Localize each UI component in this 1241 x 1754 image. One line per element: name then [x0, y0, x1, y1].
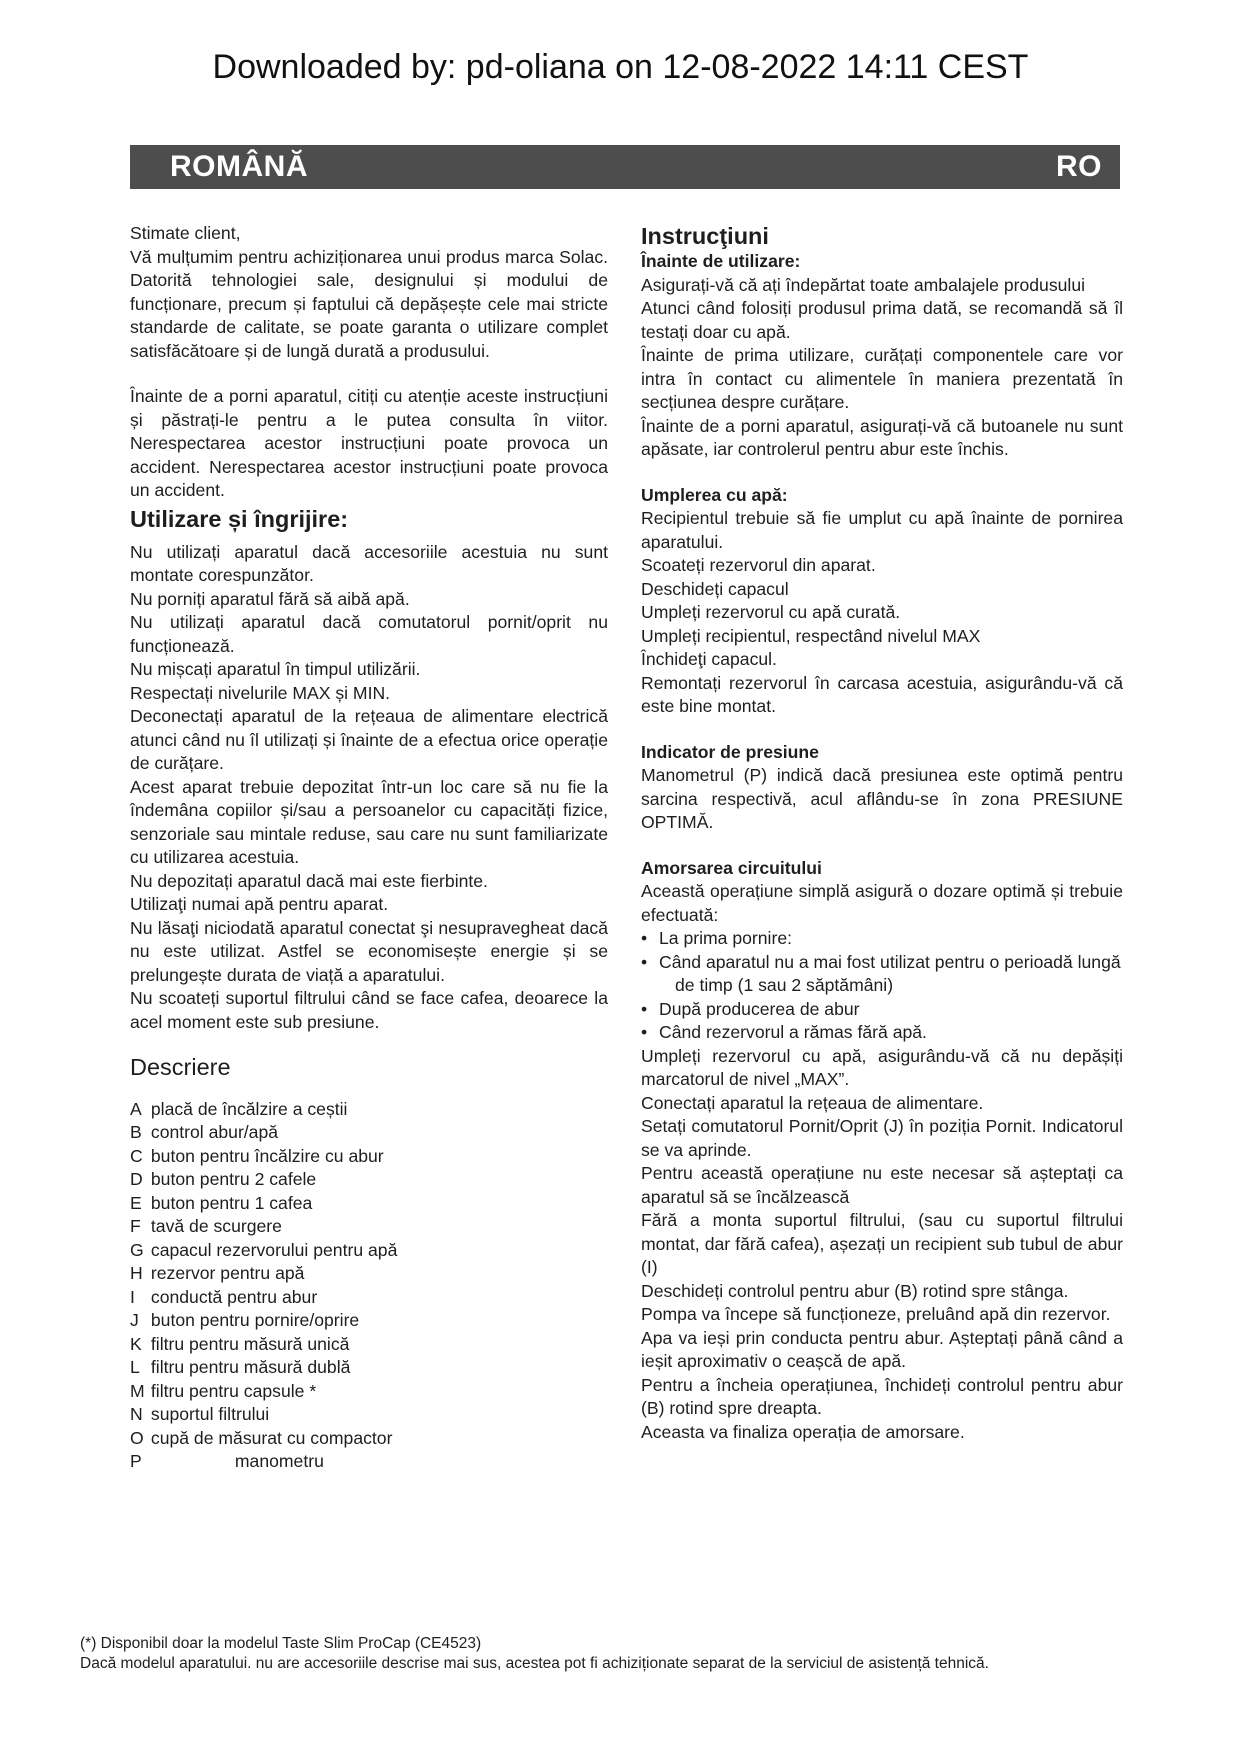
instructions-heading: Instrucţiuni [641, 223, 769, 249]
description-item [130, 1098, 608, 1122]
use-line: Nu lăsaţi niciodată aparatul conectat şi nesupravegheat dacă nu este utilizat. Astfel se economisește energie și se prelungește durata de viață a aparatului. [130, 917, 608, 985]
pressure-indicator-heading: Indicator de presiune [641, 741, 819, 762]
priming-line: Conectați aparatul la rețeaua de alimentare. [641, 1092, 984, 1113]
fill-line: Închideţi capacul. [641, 649, 777, 669]
footer-note-accessories: Dacă modelul aparatului. nu are accesoriile descrise mai sus, acestea pot fi achiziționate separat de la serviciul de asistență tehnică. [80, 1655, 989, 1672]
use-line: Nu utilizați aparatul dacă comutatorul pornit/oprit nu funcționează. [130, 612, 608, 656]
item-text: filtru pentru capsule * [150, 1380, 317, 1401]
use-line: Acest aparat trebuie depozitat într-un loc care să nu fie la îndemâna copiilor și/sau a persoanelor cu capacități fizice, senzoriale sau mintale reduse, sau care nu sunt familiarizate cu utilizarea acestuia. [130, 776, 608, 867]
description-item [130, 1427, 608, 1451]
item-text: conductă pentru abur [150, 1286, 318, 1307]
item-text: suportul filtrului [150, 1404, 270, 1424]
priming-bullet-list [641, 927, 1123, 1045]
intro-paragraph: Vă mulțumim pentru achiziționarea unui produs marca Solac. Datorită tehnologiei sale, designului și modului de funcționare, precum și faptului că depășește cele mai stricte standarde de calitate, se poate garanta o utilizare complet satisfăcătoare și de lungă durată a produsului. [130, 246, 608, 361]
item-letter: E [130, 1192, 142, 1213]
before-use-heading: Înainte de utilizare: [641, 251, 801, 271]
description-item [130, 1215, 608, 1239]
fill-line: Recipientul trebuie să fie umplut cu apă înainte de pornirea aparatului. [641, 508, 1123, 552]
item-letter: H [130, 1263, 143, 1283]
priming-bullet: • Când rezervorul a rămas fără apă. [641, 1022, 927, 1042]
fill-line: Scoateți rezervorul din aparat. [641, 555, 876, 575]
fill-line: Remontați rezervorul în carcasa acestuia, asigurându-vă că este bine montat. [641, 672, 1123, 716]
item-letter: O [130, 1427, 144, 1448]
item-text: tavă de scurgere [150, 1216, 282, 1236]
item-text: cupă de măsurat cu compactor [150, 1427, 393, 1448]
use-line: Utilizaţi numai apă pentru aparat. [130, 894, 389, 914]
description-item [130, 1286, 608, 1310]
priming-line: Deschideți controlul pentru abur (B) rotind spre stânga. [641, 1280, 1069, 1301]
priming-line: Pentru această operațiune nu este necesar să așteptați ca aparatul să se încălzească [641, 1163, 1123, 1207]
right-column [641, 222, 1123, 1444]
description-heading: Descriere [130, 1054, 231, 1080]
use-line: Deconectați aparatul de la rețeaua de alimentare electrică atunci când nu îl utilizați și înainte de a efectua orice operație de curățare. [130, 706, 608, 773]
use-line: Nu scoateți suportul filtrului când se face cafea, deoarece la acel moment este sub presiune. [130, 988, 608, 1032]
priming-line: Aceasta va finaliza operația de amorsare. [641, 1421, 965, 1442]
item-letter: B [130, 1122, 142, 1142]
description-item [130, 1262, 608, 1286]
pressure-text: Manometrul (P) indică dacă presiunea este optimă pentru sarcina respectivă, acul aflându-se în zona PRESIUNE OPTIMĂ. [641, 765, 1123, 832]
priming-line: Pompa va începe să funcționeze, preluând apă din rezervor. [641, 1304, 1111, 1324]
before-use-line: Asigurați-vă că ați îndepărtat toate ambalajele produsului [641, 274, 1086, 295]
item-text: placă de încălzire a ceștii [150, 1098, 348, 1119]
priming-heading: Amorsarea circuitului [641, 857, 822, 878]
description-item [130, 1168, 608, 1192]
before-use-line: Înainte de a porni aparatul, asigurați-vă că butoanele nu sunt apăsate, iar controlerul pentru abur este închis. [641, 415, 1123, 459]
item-text: rezervor pentru apă [150, 1263, 305, 1283]
fill-line: Deschideți capacul [641, 578, 789, 599]
item-text: capacul rezervorului pentru apă [150, 1239, 398, 1260]
item-text: filtru pentru măsură unică [150, 1333, 350, 1354]
description-item [130, 1450, 608, 1474]
priming-bullet: • La prima pornire: [641, 928, 792, 948]
footer-note-capsules: (*) Disponibil doar la modelul Taste Slim ProCap (CE4523) [80, 1635, 482, 1652]
item-text: filtru pentru măsură dublă [150, 1357, 351, 1377]
item-letter: N [130, 1404, 143, 1424]
priming-line: Umpleți rezervorul cu apă, asigurându-vă că nu depășiți marcatorul de nivel „MAX”. [641, 1045, 1123, 1089]
use-line: Nu mișcați aparatul în timpul utilizării. [130, 659, 421, 679]
priming-line: Pentru a încheia operațiunea, închideți controlul pentru abur (B) rotind spre dreapta. [641, 1374, 1123, 1418]
description-item [130, 1403, 608, 1427]
item-text: buton pentru încălzire cu abur [150, 1145, 384, 1166]
item-letter: I [130, 1286, 135, 1307]
description-item [130, 1145, 608, 1169]
before-use-line: Înainte de prima utilizare, curățați componentele care vor intra în contact cu alimentele în maniera prezentată în secțiunea despre curățare. [641, 345, 1123, 412]
description-item [130, 1309, 608, 1333]
item-letter: K [130, 1333, 142, 1354]
priming-bullet: • Când aparatul nu a mai fost utilizat pentru o perioadă lungă de timp (1 sau 2 săptămâni) [641, 951, 1121, 995]
language-code: RO [1056, 150, 1102, 183]
download-stamp: Downloaded by: pd-oliana on 12-08-2022 14:11 CEST [212, 48, 1029, 86]
language-title: ROMÂNĂ [170, 150, 308, 183]
item-letter: F [130, 1216, 141, 1236]
language-banner [130, 145, 1120, 189]
item-letter: L [130, 1357, 140, 1377]
description-item [130, 1121, 608, 1145]
use-line: Nu depozitați aparatul dacă mai este fierbinte. [130, 870, 488, 891]
item-letter: M [130, 1380, 145, 1401]
use-line: Nu utilizați aparatul dacă accesoriile acestuia nu sunt montate corespunzător. [130, 541, 608, 585]
priming-line: Setați comutatorul Pornit/Oprit (J) în poziția Pornit. Indicatorul se va aprinde. [641, 1116, 1123, 1160]
item-letter: G [130, 1239, 144, 1260]
description-item [130, 1239, 608, 1263]
fill-line: Umpleți rezervorul cu apă curată. [641, 602, 901, 622]
footer-notes [80, 1634, 1160, 1674]
item-text: buton pentru 1 cafea [150, 1192, 313, 1213]
use-care-heading: Utilizare și îngrijire: [130, 505, 349, 532]
description-item [130, 1380, 608, 1404]
fill-water-heading: Umplerea cu apă: [641, 484, 788, 505]
item-text: buton pentru pornire/oprire [150, 1310, 360, 1330]
before-use-line: Atunci când folosiți produsul prima dată, se recomandă să îl testați doar cu apă. [641, 298, 1123, 342]
left-column [130, 222, 608, 1474]
use-line: Nu porniți aparatul fără să aibă apă. [130, 588, 410, 609]
use-line: Respectați nivelurile MAX și MIN. [130, 682, 391, 703]
priming-intro: Această operațiune simplă asigură o dozare optimă și trebuie efectuată: [641, 881, 1123, 925]
item-letter: J [130, 1310, 139, 1330]
description-item [130, 1333, 608, 1357]
priming-line: Fără a monta suportul filtrului, (sau cu suportul filtrului montat, dar fără cafea), așezați un recipient sub tubul de abur (I) [641, 1210, 1123, 1277]
priming-bullet: • După producerea de abur [641, 998, 860, 1019]
item-text: buton pentru 2 cafele [150, 1169, 317, 1189]
before-start-paragraph: Înainte de a porni aparatul, citiți cu atenție aceste instrucțiuni și păstrați-le pentru a le putea consulta în viitor. Nerespectarea acestor instrucțiuni poate provoca un accident. Nerespectarea acestor instrucțiuni poate provoca un accident. [130, 386, 608, 500]
item-text: control abur/apă [150, 1122, 279, 1142]
priming-line: Apa va ieși prin conducta pentru abur. Așteptați până când a ieșit aproximativ o ceașcă de apă. [641, 1327, 1123, 1371]
item-letter: C [130, 1145, 143, 1166]
description-item [130, 1356, 608, 1380]
fill-line: Umpleți recipientul, respectând nivelul MAX [641, 625, 981, 646]
description-list [130, 1098, 608, 1474]
item-text: manometru [234, 1451, 324, 1471]
greeting: Stimate client, [130, 223, 241, 243]
item-letter: D [130, 1169, 143, 1189]
item-letter: A [130, 1098, 142, 1119]
description-item [130, 1192, 608, 1216]
item-letter: P [130, 1451, 142, 1471]
